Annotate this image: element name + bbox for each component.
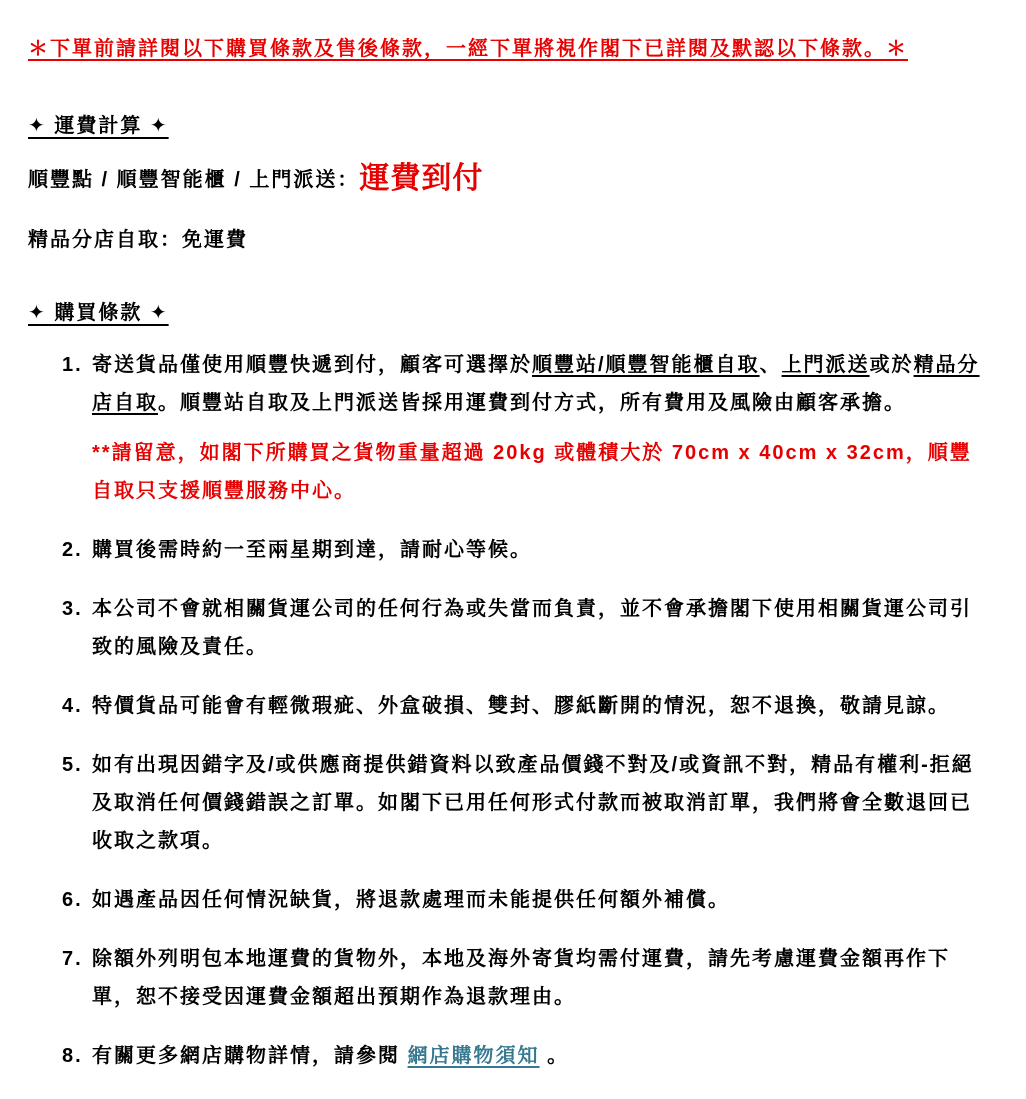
online-shopping-guide-link[interactable]: 網店購物須知 [407, 1045, 540, 1067]
term-item-4 [62, 687, 992, 725]
purchase-terms-heading: ✦ 購買條款 ✦ [28, 302, 169, 324]
term-segment: 有關更多網店購物詳情，請參閱 [92, 1045, 408, 1067]
term-segment: 寄送貨品僅使用順豐快遞到付，顧客可選擇於 [92, 354, 532, 376]
term-text: 除額外列明包本地運費的貨物外，本地及海外寄貨均需付運費，請先考慮運費金額再作下單，恕不接受因運費金額超出預期作為退款理由。 [92, 948, 950, 1008]
term-segment-underlined: 順豐站/順豐智能櫃自取 [532, 354, 760, 376]
store-pickup-line: 精品分店自取：免運費 [28, 229, 248, 251]
terms-list [28, 346, 992, 1075]
term-text: 本公司不會就相關貨運公司的任何行為或失當而負責，並不會承擔閣下使用相關貨運公司引致的風險及責任。 [92, 598, 972, 658]
term-body [92, 346, 992, 510]
term-text [92, 346, 992, 422]
top-warning: ＊下單前請詳閱以下購買條款及售後條款，一經下單將視作閣下已詳閱及默認以下條款。＊ [28, 38, 908, 60]
oversize-weight-note: **請留意，如閣下所購買之貨物重量超過 20kg 或體積大於 70cm x 40cm x 32cm，順豐自取只支援順豐服務中心。 [92, 442, 972, 502]
shipping-section-heading: ✦ 運費計算 ✦ [28, 115, 169, 137]
term-body [92, 940, 992, 1016]
term-item-1 [62, 346, 992, 510]
term-item-3 [62, 590, 992, 666]
term-text: 如遇產品因任何情況缺貨，將退款處理而未能提供任何額外補償。 [92, 889, 730, 911]
term-body [92, 531, 992, 569]
shipping-methods-prefix: 順豐點 / 順豐智能櫃 / 上門派送： [28, 169, 360, 191]
term-segment-underlined: 上門派送 [781, 354, 870, 376]
term-body [92, 881, 992, 919]
term-segment: 。 [539, 1045, 570, 1067]
term-number: 5. [62, 754, 83, 776]
term-item-2 [62, 531, 992, 569]
term-text: 特價貨品可能會有輕微瑕疵、外盒破損、雙封、膠紙斷開的情況，恕不退換，敬請見諒。 [92, 695, 950, 717]
term-segment: 或於 [869, 354, 914, 376]
term-number: 2. [62, 539, 83, 561]
term-body [92, 687, 992, 725]
term-item-7 [62, 940, 992, 1016]
term-body [92, 590, 992, 666]
term-number: 8. [62, 1045, 83, 1067]
term-segment: 。順豐站自取及上門派送皆採用運費到付方式，所有費用及風險由顧客承擔。 [158, 392, 906, 414]
term-text: 購買後需時約一至兩星期到達，請耐心等候。 [92, 539, 532, 561]
term-body [92, 746, 992, 860]
term-segment: 、 [759, 354, 782, 376]
term-body [92, 1037, 992, 1075]
freight-collect-highlight: 運費到付 [359, 162, 484, 195]
shipping-methods-line [28, 156, 992, 203]
term-text [92, 1037, 992, 1075]
term-number: 3. [62, 598, 83, 620]
term-number: 7. [62, 948, 83, 970]
term-item-6 [62, 881, 992, 919]
term-number: 4. [62, 695, 83, 717]
term-text: 如有出現因錯字及/或供應商提供錯資料以致產品價錢不對及/或資訊不對，精品有權利-拒絕及取消任何價錢錯誤之訂單。如閣下已用任何形式付款而被取消訂單，我們將會全數退回已收取之款項。 [92, 754, 974, 852]
term-item-8 [62, 1037, 992, 1075]
term-segment-underlined: 精品分店自取 [92, 354, 980, 414]
term-number: 6. [62, 889, 83, 911]
term-number: 1. [62, 354, 83, 376]
term-item-5 [62, 746, 992, 860]
